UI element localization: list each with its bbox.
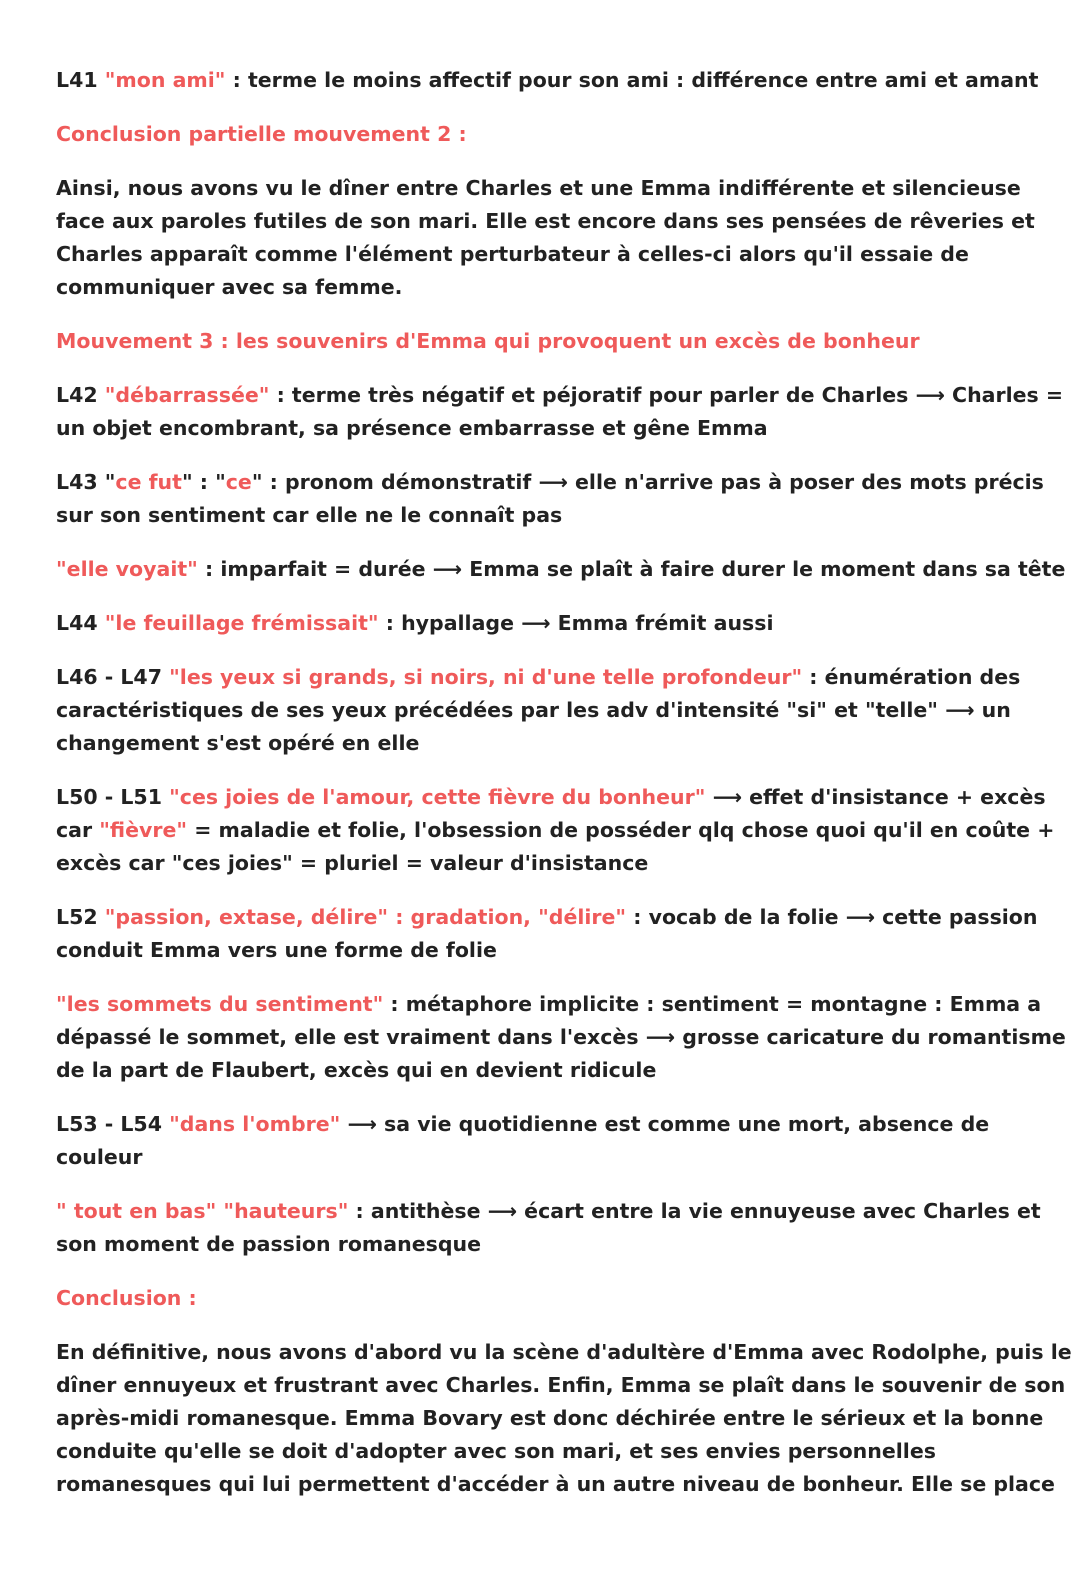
- paragraph: [56, 325, 1026, 358]
- text-line: [56, 271, 1026, 304]
- highlighted-text: "dans l'ombre": [169, 1112, 341, 1136]
- highlighted-text: "fièvre": [99, 818, 188, 842]
- text-line: [56, 1336, 1072, 1369]
- body-text: face aux paroles futiles de son mari. Elle est encore dans ses pensées de rêveries et: [56, 209, 1035, 233]
- paragraph: [56, 607, 1026, 640]
- text-line: [56, 847, 1026, 880]
- highlighted-text: "le feuillage frémissait": [104, 611, 379, 635]
- highlighted-text: Mouvement 3 : les souvenirs d'Emma qui provoquent un excès de bonheur: [56, 329, 920, 353]
- body-text: L53 - L54: [56, 1112, 170, 1136]
- body-text: sur son sentiment car elle ne le connaît pas: [56, 503, 563, 527]
- highlighted-text: "débarrassée": [104, 383, 270, 407]
- text-line: [56, 1108, 1026, 1141]
- document-page: [56, 64, 1072, 1522]
- body-text: L44: [56, 611, 105, 635]
- paragraph: [56, 988, 1066, 1087]
- text-line: [56, 325, 1026, 358]
- highlighted-text: "les sommets du sentiment": [56, 992, 384, 1016]
- body-text: " : pronom démonstratif ⟶ elle n'arrive pas à poser des mots précis: [251, 470, 1044, 494]
- text-line: [56, 1468, 1055, 1501]
- body-text: romanesques qui lui permettent d'accéder à un autre niveau de bonheur. Elle se place: [56, 1472, 1055, 1496]
- text-line: [56, 1021, 1066, 1054]
- highlighted-text: ce fut: [115, 470, 182, 494]
- paragraph: [56, 1282, 1026, 1315]
- body-text: ⟶ sa vie quotidienne est comme une mort, absence de: [340, 1112, 990, 1136]
- body-text: après-midi romanesque. Emma Bovary est donc déchirée entre le sérieux et la bonne: [56, 1406, 1044, 1430]
- body-text: conduite qu'elle se doit d'adopter avec son mari, et ses envies personnelles: [56, 1439, 936, 1463]
- body-text: L46 - L47: [56, 665, 170, 689]
- highlighted-text: "elle voyait": [56, 557, 198, 581]
- text-line: [56, 727, 1026, 760]
- body-text: de la part de Flaubert, excès qui en devient ridicule: [56, 1058, 657, 1082]
- text-line: [56, 1141, 1026, 1174]
- text-line: [56, 694, 1026, 727]
- paragraph: [56, 1195, 1041, 1261]
- text-line: [56, 553, 1066, 586]
- body-text: caractéristiques de ses yeux précédées par les adv d'intensité "si" et "telle" ⟶ un: [56, 698, 1011, 722]
- body-text: : imparfait = durée ⟶ Emma se plaît à faire durer le moment dans sa tête: [197, 557, 1066, 581]
- body-text: changement s'est opéré en elle: [56, 731, 420, 755]
- text-line: [56, 379, 1064, 412]
- body-text: L43 ": [56, 470, 116, 494]
- body-text: excès car "ces joies" = pluriel = valeur d'insistance: [56, 851, 649, 875]
- body-text: dîner ennuyeux et frustrant avec Charles. Enfin, Emma se plaît dans le souvenir de son: [56, 1373, 1066, 1397]
- text-line: [56, 1195, 1041, 1228]
- text-line: [56, 499, 1026, 532]
- highlighted-text: "les yeux si grands, si noirs, ni d'une telle profondeur": [169, 665, 803, 689]
- paragraph: [56, 1108, 1026, 1174]
- body-text: son moment de passion romanesque: [56, 1232, 481, 1256]
- paragraph: [56, 379, 1064, 445]
- body-text: En définitive, nous avons d'abord vu la scène d'adultère d'Emma avec Rodolphe, puis le: [56, 1340, 1072, 1364]
- body-text: L41: [56, 68, 105, 92]
- text-line: [56, 466, 1044, 499]
- highlighted-text: "ces joies de l'amour, cette fièvre du bonheur": [169, 785, 706, 809]
- text-line: [56, 1228, 1026, 1261]
- body-text: communiquer avec sa femme.: [56, 275, 403, 299]
- body-text: : terme très négatif et péjoratif pour parler de Charles ⟶ Charles =: [269, 383, 1064, 407]
- paragraph: [56, 781, 1055, 880]
- text-line: [56, 412, 1026, 445]
- highlighted-text: Conclusion :: [56, 1286, 197, 1310]
- body-text: un objet encombrant, sa présence embarrasse et gêne Emma: [56, 416, 768, 440]
- body-text: " : ": [181, 470, 226, 494]
- body-text: : métaphore implicite : sentiment = montagne : Emma a: [383, 992, 1042, 1016]
- body-text: couleur: [56, 1145, 143, 1169]
- paragraph: [56, 553, 1066, 586]
- paragraph: [56, 661, 1026, 760]
- body-text: : antithèse ⟶ écart entre la vie ennuyeuse avec Charles et: [348, 1199, 1041, 1223]
- text-line: [56, 1402, 1044, 1435]
- text-line: [56, 901, 1038, 934]
- highlighted-text: Conclusion partielle mouvement 2 :: [56, 122, 467, 146]
- paragraph: [56, 118, 1026, 151]
- text-line: [56, 238, 1026, 271]
- highlighted-text: "passion, extase, délire" : gradation, "délire": [104, 905, 627, 929]
- highlighted-text: ce: [225, 470, 252, 494]
- body-text: Charles apparaît comme l'élément perturbateur à celles-ci alors qu'il essaie de: [56, 242, 969, 266]
- highlighted-text: "mon ami": [104, 68, 226, 92]
- body-text: conduit Emma vers une forme de folie: [56, 938, 497, 962]
- body-text: : vocab de la folie ⟶ cette passion: [626, 905, 1038, 929]
- body-text: ⟶ effet d'insistance + excès: [705, 785, 1046, 809]
- paragraph: [56, 1336, 1072, 1501]
- highlighted-text: " tout en bas" "hauteurs": [56, 1199, 349, 1223]
- text-line: [56, 934, 1026, 967]
- paragraph: [56, 64, 1039, 97]
- body-text: = maladie et folie, l'obsession de posséder qlq chose quoi qu'il en coûte +: [187, 818, 1055, 842]
- body-text: : énumération des: [802, 665, 1021, 689]
- text-line: [56, 1369, 1066, 1402]
- text-line: [56, 661, 1026, 694]
- body-text: car: [56, 818, 100, 842]
- body-text: dépassé le sommet, elle est vraiment dans l'excès ⟶ grosse caricature du romantisme: [56, 1025, 1066, 1049]
- text-line: [56, 1054, 1026, 1087]
- text-line: [56, 814, 1055, 847]
- text-line: [56, 781, 1046, 814]
- body-text: : terme le moins affectif pour son ami : différence entre ami et amant: [225, 68, 1039, 92]
- text-line: [56, 205, 1035, 238]
- body-text: L50 - L51: [56, 785, 170, 809]
- text-line: [56, 988, 1042, 1021]
- paragraph: [56, 901, 1038, 967]
- paragraph: [56, 172, 1035, 304]
- text-line: [56, 607, 1026, 640]
- text-line: [56, 1282, 1026, 1315]
- text-line: [56, 172, 1026, 205]
- text-line: [56, 64, 1039, 97]
- paragraph: [56, 466, 1044, 532]
- body-text: Ainsi, nous avons vu le dîner entre Charles et une Emma indifférente et silencieuse: [56, 176, 1021, 200]
- text-line: [56, 1435, 1026, 1468]
- body-text: L52: [56, 905, 105, 929]
- text-line: [56, 118, 1026, 151]
- body-text: : hypallage ⟶ Emma frémit aussi: [378, 611, 774, 635]
- body-text: L42: [56, 383, 105, 407]
